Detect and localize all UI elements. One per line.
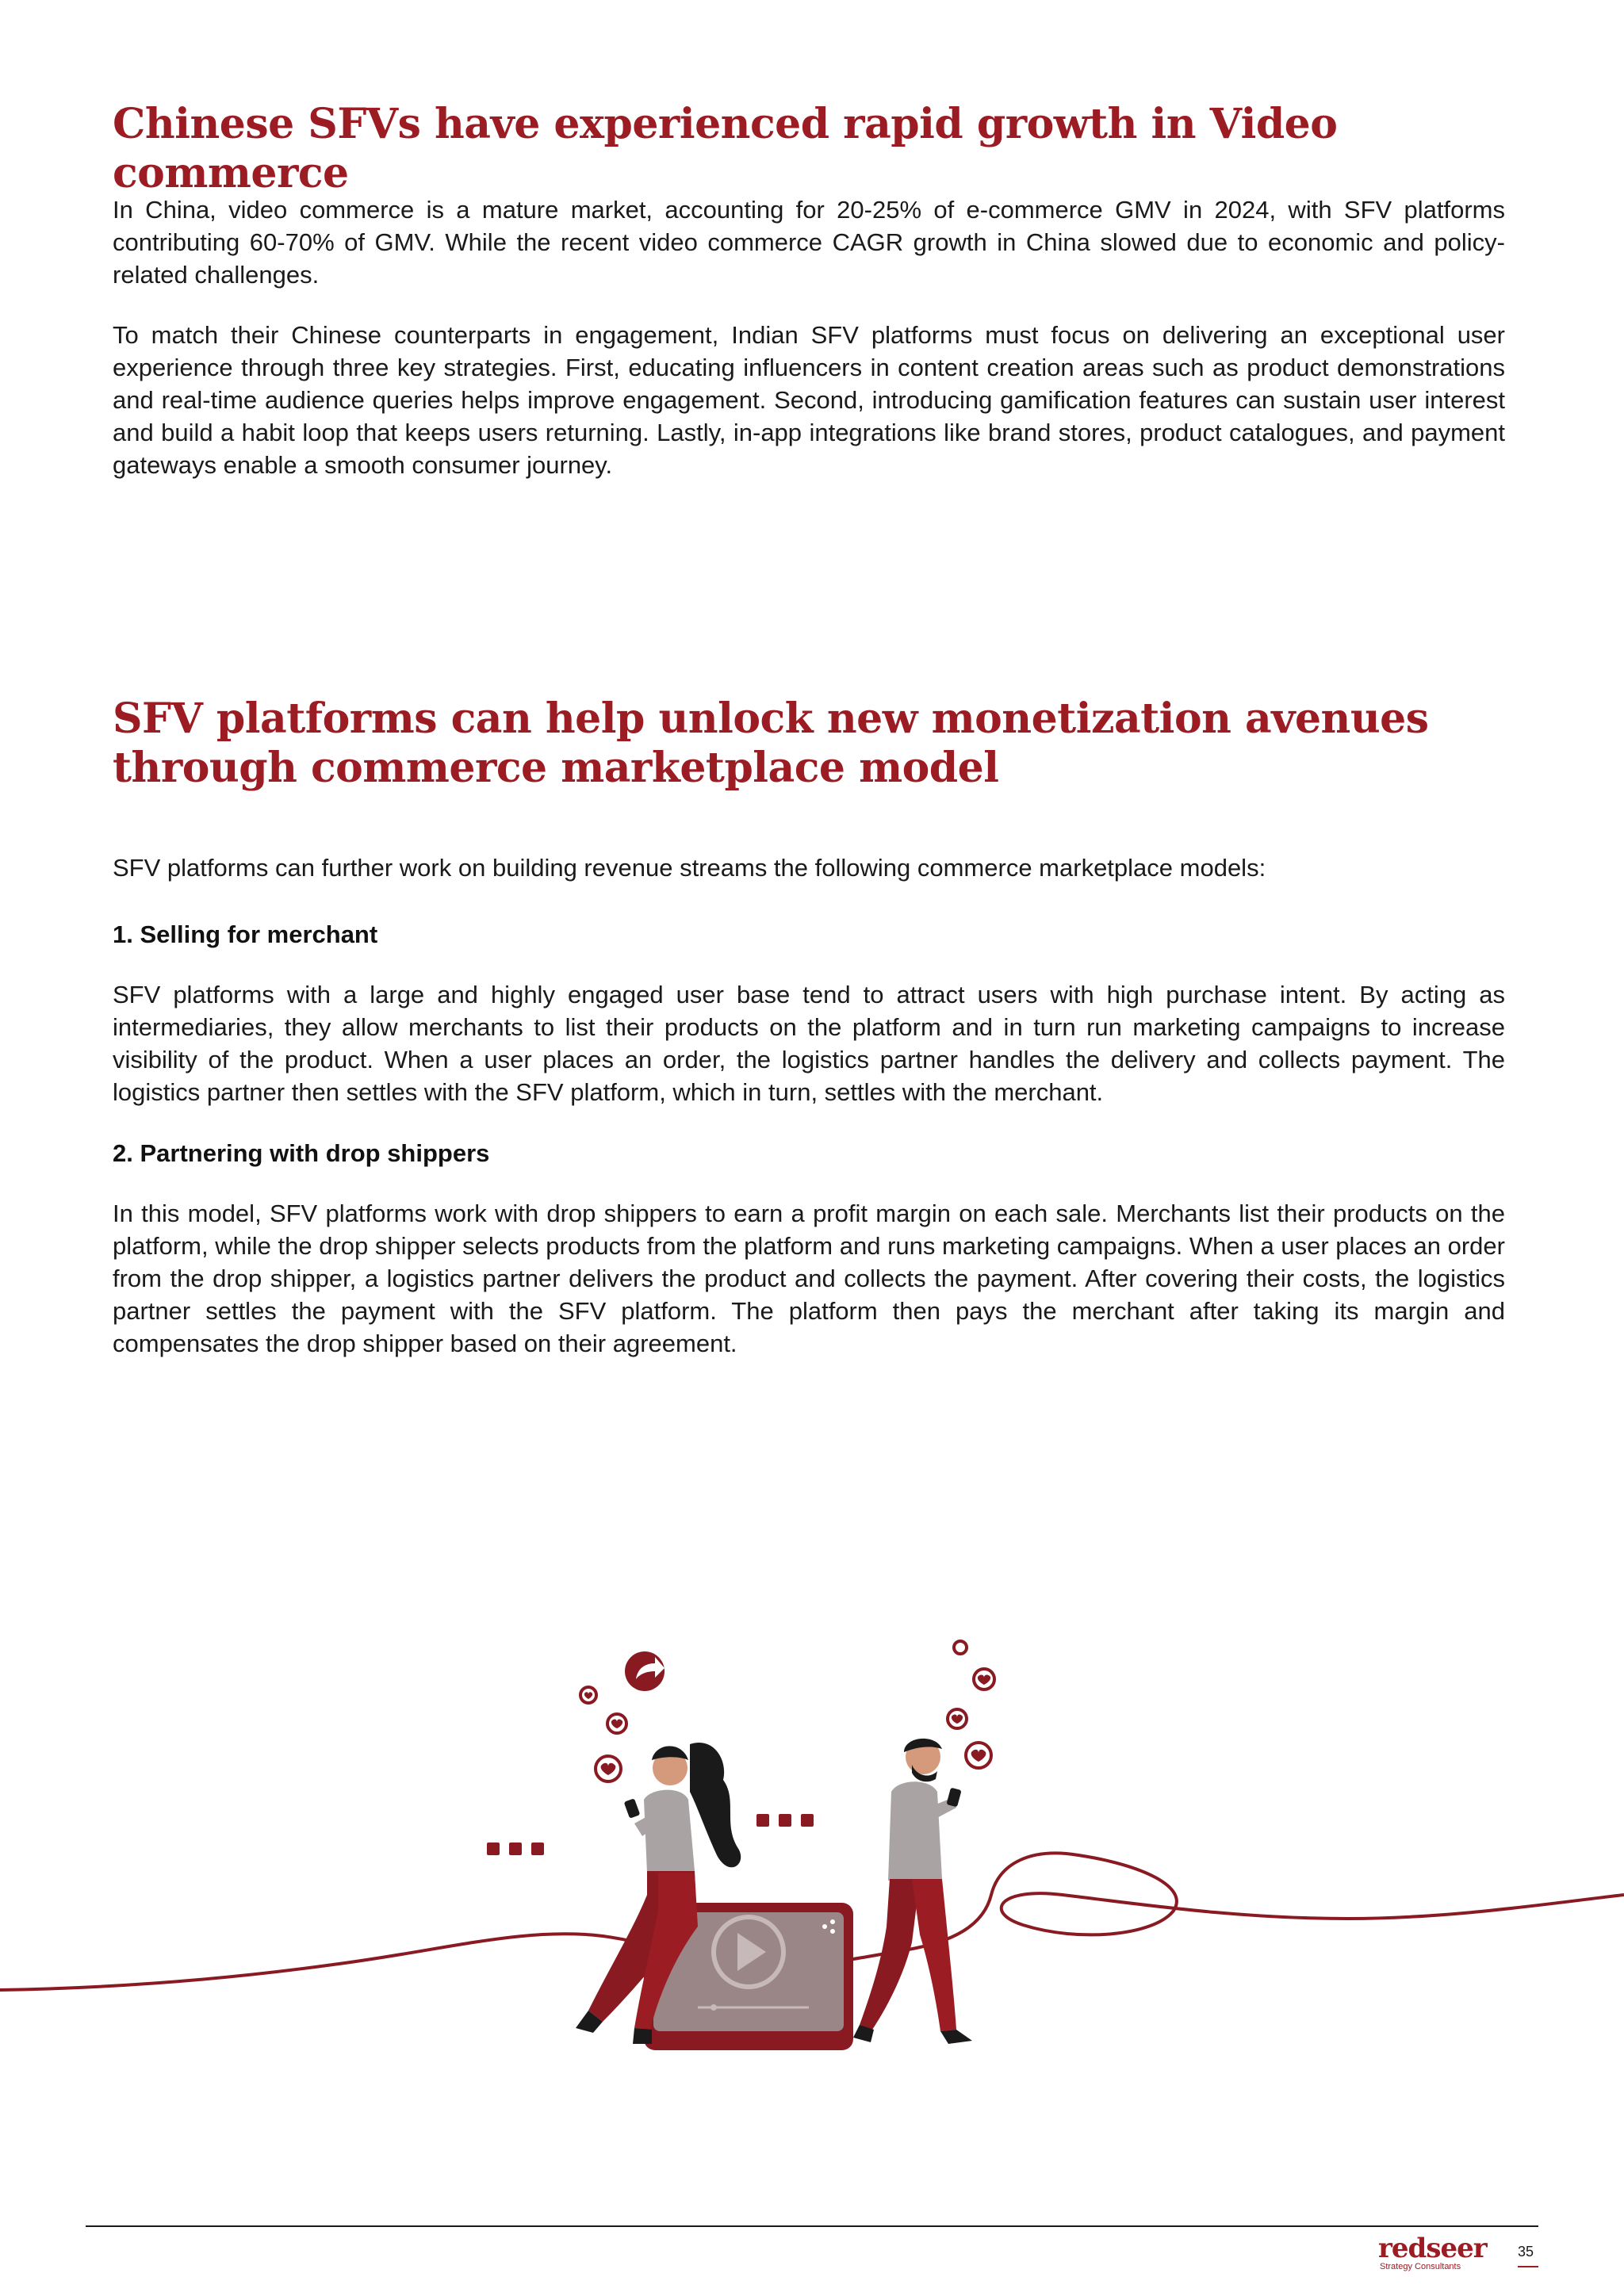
page-number-underline xyxy=(1518,2266,1538,2267)
section-heading-monetization: SFV platforms can help unlock new monetization avenues through commerce marketplace model xyxy=(113,695,1429,792)
heart-icon xyxy=(607,1714,626,1733)
man-figure xyxy=(853,1739,972,2044)
redseer-logo xyxy=(1378,2234,1497,2271)
heart-icon xyxy=(948,1709,967,1728)
subheading-selling-for-merchant: 1. Selling for merchant xyxy=(113,920,378,948)
logo-wordmark: redseer xyxy=(1378,2233,1487,2264)
heart-icon xyxy=(966,1743,991,1768)
logo-subtext: Strategy Consultants xyxy=(1380,2262,1461,2271)
heart-icon xyxy=(954,1641,967,1654)
paragraph-indian-strategies: To match their Chinese counterparts in engagement, Indian SFV platforms must focus on delivering an exceptional user experience through three key strategies. First, educating influencers in content creation areas such as product demonstrations and real-time audience queries helps improve engagement. Second, introducing gamification features can sustain user interest and build a habit loop that keeps users returning. Lastly, in-app integrations like brand stores, product catalogues, and payment gateways enable a smooth consumer journey. xyxy=(113,321,1505,479)
paragraph-selling-for-merchant: SFV platforms with a large and highly engaged user base tend to attract users with high purchase intent. By acting as intermediaries, they allow merchants to list their products on the platform and in turn run marketing campaigns to increase visibility of the product. When a user places an order, the logistics partner handles the delivery and collects payment. The logistics partner then settles with the SFV platform, which in turn, settles with the merchant. xyxy=(113,981,1505,1106)
heart-icon xyxy=(974,1669,994,1689)
footer-rule xyxy=(86,2225,1538,2227)
share-icon xyxy=(625,1651,665,1691)
page-number: 35 xyxy=(1518,2244,1534,2260)
heart-icon xyxy=(580,1687,596,1703)
paragraph-marketplace-intro: SFV platforms can further work on building revenue streams the following commerce marketplace models: xyxy=(113,854,1266,882)
video-commerce-illustration xyxy=(0,1609,1624,2053)
paragraph-china-market: In China, video commerce is a mature market, accounting for 20-25% of e-commerce GMV in 2024, with SFV platforms contributing 60-70% of GMV. While the recent video commerce CAGR growth in China slowed due to economic and policy-related challenges. xyxy=(113,196,1505,289)
heart-icon xyxy=(596,1756,621,1781)
paragraph-drop-shippers: In this model, SFV platforms work with drop shippers to earn a profit margin on each sale. Merchants list their products on the platform, while the drop shipper selects products from the platform and runs marketing campaigns. When a user places an order from the drop shipper, a logistics partner delivers the product and collects the payment. After covering their costs, the logistics partner settles the payment with the SFV platform. The platform then pays the merchant after taking its margin and compensates the drop shipper based on their agreement. xyxy=(113,1200,1505,1357)
section-heading-chinese-sfvs: Chinese SFVs have experienced rapid growth in Video commerce xyxy=(113,100,1338,197)
ellipsis-icon xyxy=(756,1814,814,1827)
subheading-drop-shippers: 2. Partnering with drop shippers xyxy=(113,1139,490,1167)
ellipsis-icon xyxy=(487,1843,544,1855)
